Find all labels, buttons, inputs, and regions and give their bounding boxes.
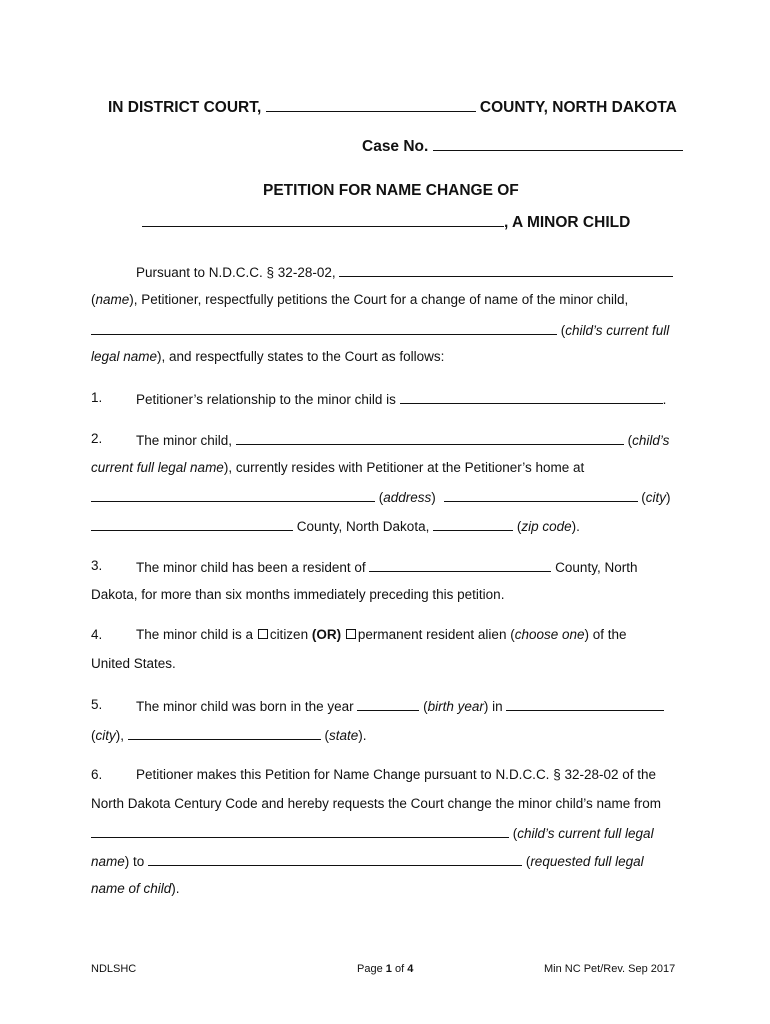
child-name-blank-2[interactable]	[236, 430, 624, 445]
states-text: ), and respectfully states to the Court as follows:	[157, 349, 445, 364]
county-blank[interactable]	[266, 97, 476, 112]
item-3-number: 3.	[91, 558, 103, 573]
item-4-text: The minor child is a	[136, 627, 254, 642]
court-prefix: IN DISTRICT COURT,	[108, 99, 262, 116]
intro-line-2: (name), Petitioner, respectfully petitions the Court for a change of name of the minor child,	[91, 292, 629, 307]
item-1-number: 1.	[91, 390, 103, 405]
item-3-line-2: Dakota, for more than six months immediately preceding this petition.	[91, 587, 505, 602]
city-label: city	[645, 490, 667, 505]
or-label: (OR)	[311, 627, 342, 642]
item-5-line-2: (city), (state).	[91, 725, 367, 745]
court-suffix: COUNTY, NORTH DAKOTA	[479, 99, 677, 116]
birth-year-blank[interactable]	[357, 696, 419, 711]
requested-full-legal-label: requested full legal	[530, 854, 644, 869]
page-of-label: of	[394, 963, 405, 975]
citizen-label: citizen	[269, 627, 309, 642]
footer-left: NDLSHC	[91, 963, 137, 975]
case-number-blank[interactable]	[433, 136, 683, 151]
name-label: name	[95, 292, 130, 307]
city-blank[interactable]	[444, 487, 638, 502]
pursuant-text: Pursuant to N.D.C.C. § 32-28-02,	[136, 265, 336, 280]
page-label: Page	[357, 963, 383, 975]
item-1-period: .	[662, 392, 667, 407]
item-4-line-1	[136, 626, 627, 644]
zip-blank[interactable]	[433, 516, 513, 531]
petition-text: ), Petitioner, respectfully petitions the Court for a change of name of the minor child,	[129, 292, 629, 307]
relationship-blank[interactable]	[400, 389, 663, 404]
court-heading	[108, 97, 677, 117]
item-5-end: ).	[358, 728, 367, 743]
childs-current-full-label: child’s current full	[565, 323, 670, 338]
child-current-name-blank[interactable]	[91, 320, 557, 335]
childs-label: child’s	[632, 433, 670, 448]
of-the-text: ) of the	[584, 627, 627, 642]
permanent-label: permanent resident alien (	[357, 627, 515, 642]
item-1-text: Petitioner’s relationship to the minor child is	[136, 392, 396, 407]
item-6-line-2: North Dakota Century Code and hereby requests the Court change the minor child’s name from	[91, 796, 662, 811]
footer-page-number	[357, 962, 413, 976]
item-2-line-2	[91, 459, 584, 477]
current-name-blank-6[interactable]	[91, 823, 509, 838]
intro-line-3: (child’s current full	[91, 320, 669, 340]
item-3-text: The minor child has been a resident of	[136, 560, 366, 575]
permanent-resident-checkbox[interactable]	[346, 629, 356, 639]
title-child-row	[142, 212, 630, 232]
name-label-6: name	[91, 854, 125, 869]
item-6-line-5	[91, 880, 180, 898]
to-text: ) to	[124, 854, 145, 869]
name-of-child-label: name of child	[91, 881, 172, 896]
item-2-line-3: (address) (city)	[91, 487, 671, 507]
item-2-line-1: The minor child, (child’s	[136, 430, 669, 450]
in-text: ) in	[483, 699, 503, 714]
current-full-legal-name-label: current full legal name	[91, 460, 224, 475]
birth-city-blank[interactable]	[506, 696, 664, 711]
city-label-5: city	[95, 728, 116, 743]
intro-line-1	[136, 262, 673, 282]
zip-label: zip code	[521, 519, 572, 534]
item-3-line-1	[136, 557, 637, 577]
item-1-line	[136, 389, 666, 409]
address-label: address	[383, 490, 432, 505]
state-label: state	[329, 728, 359, 743]
item-4-line-2: United States.	[91, 656, 176, 671]
item-2-number: 2.	[91, 431, 103, 446]
childs-current-full-legal-label: child’s current full legal	[517, 826, 654, 841]
case-no-label: Case No.	[362, 138, 429, 155]
item-5-text: The minor child was born in the year	[136, 699, 354, 714]
item-2-text: The minor child,	[136, 433, 233, 448]
case-number-row	[362, 136, 683, 156]
title-minor-child: , A MINOR CHILD	[504, 214, 631, 231]
county-nd-text: County, North Dakota,	[296, 519, 430, 534]
minor-child-name-blank[interactable]	[142, 212, 504, 227]
residence-county-blank[interactable]	[369, 557, 551, 572]
item-2-end: ).	[571, 519, 580, 534]
requested-name-blank[interactable]	[148, 851, 522, 866]
county-north-text: County, North	[555, 560, 638, 575]
item-6-number: 6.	[91, 767, 103, 782]
item-6-end: ).	[171, 881, 180, 896]
birth-year-label: birth year	[427, 699, 484, 714]
item-5-line-1: The minor child was born in the year (birth year) in	[136, 696, 664, 716]
choose-one-label: choose one	[514, 627, 585, 642]
legal-name-label: legal name	[91, 349, 158, 364]
birth-state-blank[interactable]	[128, 725, 321, 740]
footer-right: Min NC Pet/Rev. Sep 2017	[544, 963, 676, 975]
page-current: 1	[385, 963, 392, 975]
resides-text: ), currently resides with Petitioner at the Petitioner’s home at	[223, 460, 585, 475]
intro-line-4	[91, 348, 444, 366]
document-title: PETITION FOR NAME CHANGE OF	[263, 182, 519, 199]
petitioner-name-blank[interactable]	[339, 262, 673, 277]
item-6-line-3: (child’s current full legal	[91, 823, 654, 843]
item-4-number: 4.	[91, 627, 103, 642]
citizen-checkbox[interactable]	[258, 629, 268, 639]
address-blank[interactable]	[91, 487, 375, 502]
county-blank-2[interactable]	[91, 516, 293, 531]
page-total: 4	[407, 963, 414, 975]
item-6-line-1: Petitioner makes this Petition for Name Change pursuant to N.D.C.C. § 32-28-02 of the	[136, 767, 657, 782]
item-6-line-4: name) to (requested full legal	[91, 851, 644, 871]
item-5-number: 5.	[91, 697, 103, 712]
item-2-line-4: County, North Dakota, (zip code).	[91, 516, 580, 536]
